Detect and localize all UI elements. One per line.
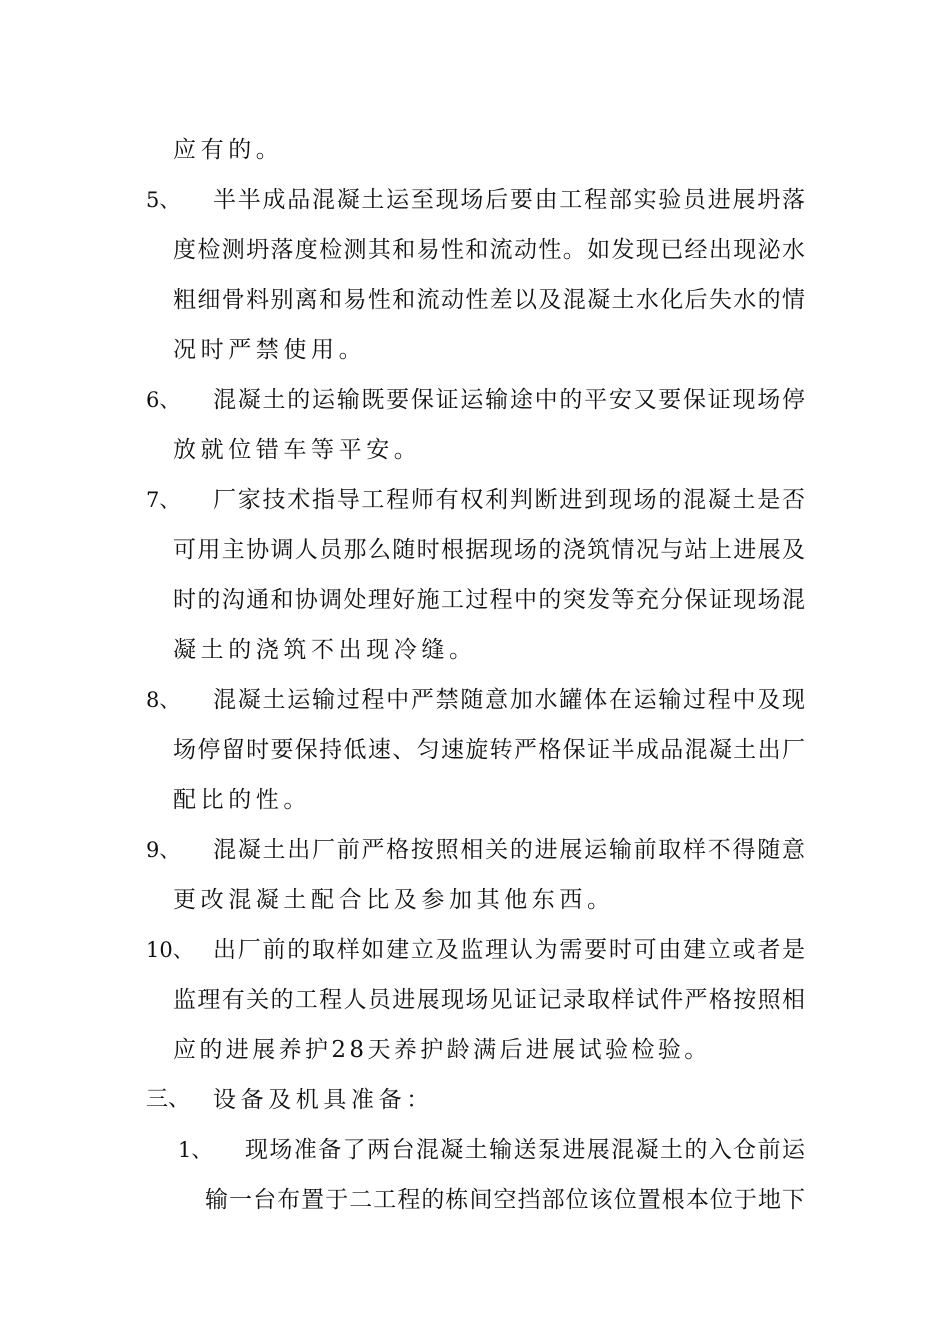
paragraph-line: 粗细骨料别离和易性和流动性差以及混凝土水化后失水的情 — [173, 287, 805, 313]
paragraph-line: 出厂前的取样如建立及监理认为需要时可由建立或者是 — [213, 937, 805, 963]
paragraph-line: 输一台布置于二工程的栋间空挡部位该位置根本位于地下 — [205, 1187, 805, 1213]
list-number: 1、 — [178, 1138, 213, 1162]
paragraph-line: 可用主协调人员那么随时根据现场的浇筑情况与站上进展及 — [173, 537, 805, 563]
paragraph-line: 应有的。 — [173, 137, 284, 163]
paragraph-line: 监理有关的工程人员进展现场见证记录取样试件严格按照相 — [173, 987, 805, 1013]
list-number: 6、 — [146, 388, 181, 412]
paragraph-line: 配比的性。 — [173, 787, 311, 813]
paragraph-line: 应的进展养护28天养护龄满后进展试验检验。 — [173, 1037, 711, 1063]
paragraph-line: 放就位错车等平安。 — [173, 437, 422, 463]
paragraph-line: 时的沟通和协调处理好施工过程中的突发等充分保证现场混 — [173, 587, 805, 613]
paragraph-line: 度检测坍落度检测其和易性和流动性。如发现已经出现泌水 — [173, 237, 805, 263]
list-number: 7、 — [146, 488, 181, 512]
paragraph-line: 混凝土出厂前严格按照相关的进展运输前取样不得随意 — [213, 837, 805, 863]
paragraph-line: 厂家技术指导工程师有权利判断进到现场的混凝土是否 — [213, 487, 805, 513]
section-heading: 设备及机具准备： — [213, 1087, 434, 1113]
paragraph-line: 场停留时要保持低速、匀速旋转严格保证半成品混凝土出厂 — [173, 737, 805, 763]
paragraph-line: 况时严禁使用。 — [173, 337, 367, 363]
paragraph-line: 半半成品混凝土运至现场后要由工程部实验员进展坍落 — [213, 187, 805, 213]
list-number: 9、 — [146, 838, 181, 862]
paragraph-line: 更改混凝土配合比及参加其他东西。 — [173, 887, 615, 913]
list-number: 5、 — [146, 188, 181, 212]
paragraph-line: 凝土的浇筑不出现冷缝。 — [173, 637, 477, 663]
paragraph-line: 现场准备了两台混凝土输送泵进展混凝土的入仓前运 — [245, 1137, 805, 1163]
section-number: 三、 — [146, 1087, 191, 1112]
list-number: 10、 — [146, 938, 194, 962]
paragraph-line: 混凝土运输过程中严禁随意加水罐体在运输过程中及现 — [213, 687, 805, 713]
paragraph-line: 混凝土的运输既要保证运输途中的平安又要保证现场停 — [213, 387, 805, 413]
list-number: 8、 — [146, 688, 181, 712]
